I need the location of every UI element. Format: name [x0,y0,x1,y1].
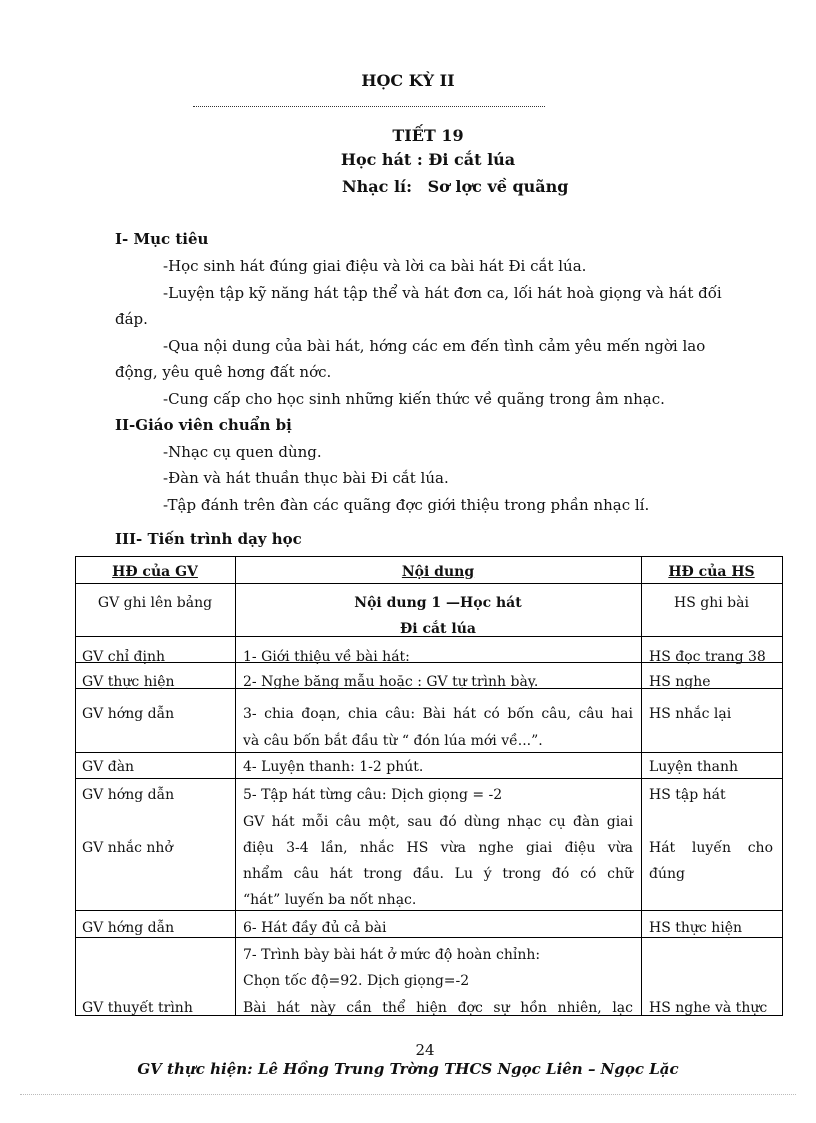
table-cell: GV chỉ định [82,649,166,665]
table-cell: HS ghi bài [674,595,749,611]
table-cell: HS đọc trang 38 [649,649,766,665]
table-cell: HS nhắc lại [649,706,732,722]
table-cell: GV hớng dẫn [82,787,175,803]
objective-item: -Qua nội dung của bài hát, hớng các em đến tình cảm yêu mến ngời lao [163,337,706,355]
table-cell: 3- chia đoạn, chia câu: Bài hát có bốn câu, câu hai [243,706,633,722]
lesson-table [75,556,783,1016]
table-cell: GV thuyết trình [82,1000,193,1016]
preparation-item: -Nhạc cụ quen dùng. [163,443,322,461]
table-cell: GV thực hiện [82,674,175,690]
table-cell: và câu bốn bắt đầu từ “ đón lúa mới về...”. [243,733,543,749]
semester-title: HỌC KỲ II [361,71,455,90]
table-cell: Chọn tốc độ=92. Dịch giọng=-2 [243,973,470,989]
preparation-item: -Tập đánh trên đàn các quãng đợc giới thiệu trong phần nhạc lí. [163,496,650,514]
table-cell: Bài hát này cần thể hiện đợc sự hồn nhiên, lạc [243,1000,633,1016]
table-cell: HS thực hiện [649,920,742,936]
objective-item: -Học sinh hát đúng giai điệu và lời ca bài hát Đi cắt lúa. [163,257,587,275]
table-line [782,556,783,1016]
objective-item: đáp. [115,310,148,328]
table-cell: HS tập hát [649,787,726,803]
table-cell: GV nhắc nhở [82,840,173,856]
table-cell: HS nghe [649,674,711,690]
table-line [75,556,783,557]
objective-item: -Luyện tập kỹ năng hát tập thể và hát đơn ca, lối hát hoà giọng và hát đối [163,284,722,302]
table-cell: đúng [649,866,685,882]
table-cell: Hát luyến cho [649,840,773,856]
bottom-divider [20,1094,796,1095]
header-hs: HĐ của HS [668,564,755,580]
objective-item: động, yêu quê hơng đất nớc. [115,363,332,381]
table-cell: 2- Nghe băng mẫu hoặc : GV tự trình bày. [243,674,539,690]
theory-label: Nhạc lí: [342,177,412,196]
table-cell: “hát” luyến ba nốt nhạc. [243,892,417,908]
table-cell: GV hát mỗi câu một, sau đó dùng nhạc cụ đàn giai [243,814,633,830]
table-cell: GV hớng dẫn [82,920,175,936]
lesson-number: TIẾT 19 [392,126,464,145]
section-process-title: III- Tiến trình dạy học [115,530,302,548]
table-cell: Nội dung 1 —Học hát [354,595,522,611]
section-preparation-title: II-Giáo viên chuẩn bị [115,416,292,434]
table-line [75,910,783,911]
table-cell: nhẩm câu hát trong đầu. Lu ý trong đó có chữ [243,866,633,882]
theory-line [342,177,569,196]
table-cell: điệu 3-4 lần, nhắc HS vừa nghe giai điệu vừa [243,840,633,856]
page-number: 24 [415,1041,435,1059]
dotted-divider [193,106,545,107]
table-cell: Luyện thanh [649,759,738,775]
table-line [75,556,76,1016]
table-line [641,556,642,1016]
table-cell: 7- Trình bày bài hát ở mức độ hoàn chỉnh: [243,947,541,963]
preparation-item: -Đàn và hát thuần thục bài Đi cắt lúa. [163,469,449,487]
header-gv: HĐ của GV [112,564,198,580]
header-content: Nội dung [401,564,475,580]
table-cell: Đi cắt lúa [400,621,476,637]
table-cell: 1- Giới thiệu về bài hát: [243,649,410,665]
table-cell: GV ghi lên bảng [97,595,213,611]
table-cell: 4- Luyện thanh: 1-2 phút. [243,759,424,775]
song-title: Học hát : Đi cắt lúa [340,150,516,169]
table-cell: 6- Hát đầy đủ cả bài [243,920,387,936]
objective-item: -Cung cấp cho học sinh những kiến thức về quãng trong âm nhạc. [163,390,665,408]
table-cell: GV đàn [82,759,135,775]
theory-topic: Sơ lợc về quãng [427,177,569,196]
section-objectives-title: I- Mục tiêu [115,230,209,248]
footer-credit: GV thực hiện: Lê Hồng Trung Trờng THCS Ngọc Liên – Ngọc Lặc [137,1060,679,1078]
table-cell: 5- Tập hát từng câu: Dịch giọng = -2 [243,787,503,803]
table-cell: GV hớng dẫn [82,706,175,722]
table-cell: HS nghe và thực [649,1000,768,1016]
